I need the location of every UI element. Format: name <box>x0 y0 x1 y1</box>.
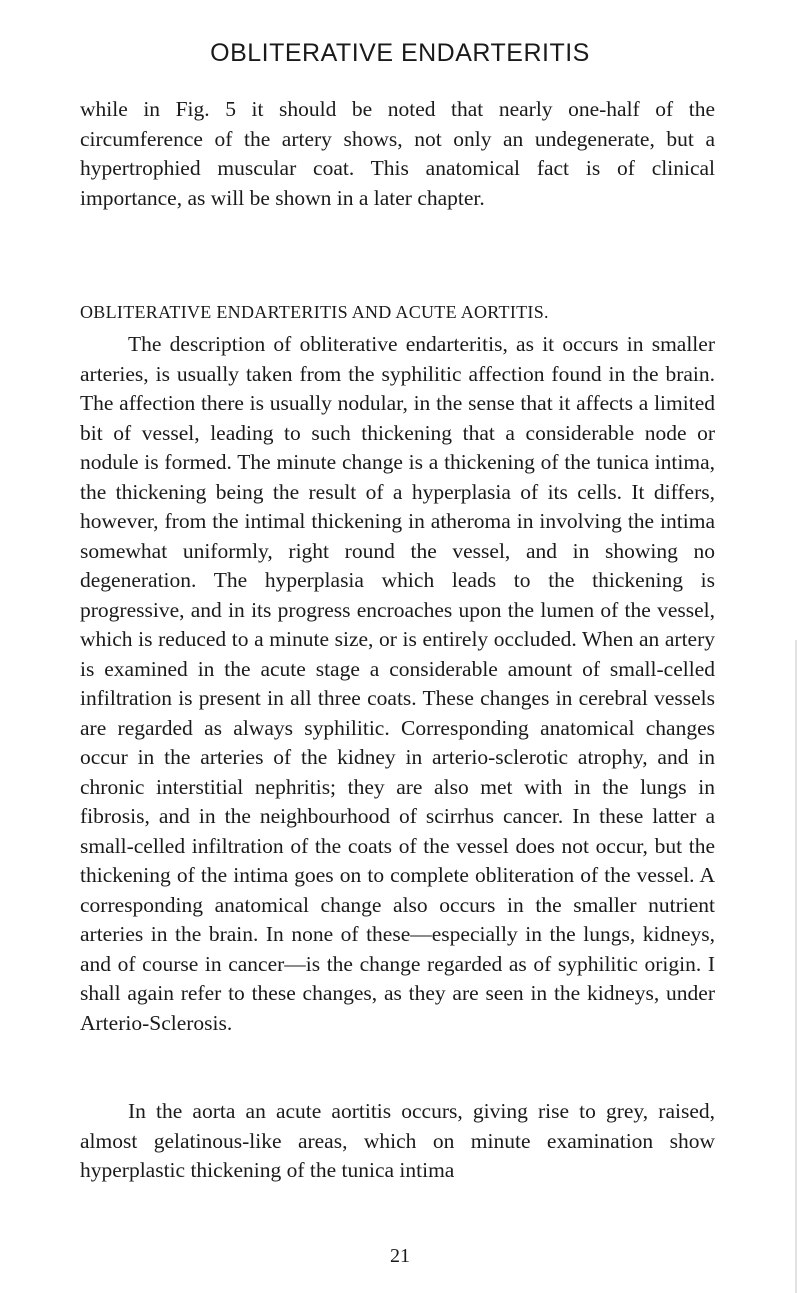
running-head: OBLITERATIVE ENDARTERITIS <box>210 39 590 67</box>
paragraph-acute-aortitis: In the aorta an acute aortitis occurs, giving rise to grey, raised, almost gelatinous-like areas, which on minute examination show hyperplastic thickening of the tunica intima <box>80 1099 715 1182</box>
page-number: 21 <box>390 1245 410 1267</box>
section-heading: OBLITERATIVE ENDARTERITIS AND ACUTE AORTITIS. <box>80 302 549 322</box>
paragraph-continuation: while in Fig. 5 it should be noted that nearly one-half of the circumference of the artery shows, not only an undegenerate, but a hypertrophied muscular coat. This anatomical fact is of clinical importance, as will be shown in a later chapter. <box>80 97 715 210</box>
scan-edge-shadow <box>795 640 797 1293</box>
paragraph-obliterative-endarteritis: The description of obliterative endarteritis, as it occurs in smaller arteries, is usually taken from the syphilitic affection found in the brain. The affection there is usually nodular, in the sense that it affects a limited bit of vessel, leading to such thickening that a considerable node or nodule is formed. The minute change is a thickening of the tunica intima, the thickening being the result of a hyperplasia of its cells. It differs, however, from the intimal thickening in atheroma in involving the intima somewhat uniformly, right round the vessel, and in showing no degeneration. The hyperplasia which leads to the thickening is progressive, and in its progress encroaches upon the lumen of the vessel, which is reduced to a minute size, or is entirely occluded. When an artery is examined in the acute stage a considerable amount of small-celled infiltration is present in all three coats. These changes in cerebral vessels are regarded as always syphilitic. Corresponding anatomical changes occur in the arteries of the kidney in arterio-sclerotic atrophy, and in chronic interstitial nephritis; they are also met with in the lungs in fibrosis, and in the neighbourhood of scirrhus cancer. In these latter a small-celled infiltration of the coats of the vessel does not occur, but the thickening of the intima goes on to complete obliteration of the vessel. A corresponding anatomical change also occurs in the smaller nutrient arteries in the brain. In none of these—especially in the lungs, kidneys, and of course in cancer—is the change regarded as of syphilitic origin. I shall again refer to these changes, as they are seen in the kidneys, under Arterio-Sclerosis. <box>80 332 715 1035</box>
